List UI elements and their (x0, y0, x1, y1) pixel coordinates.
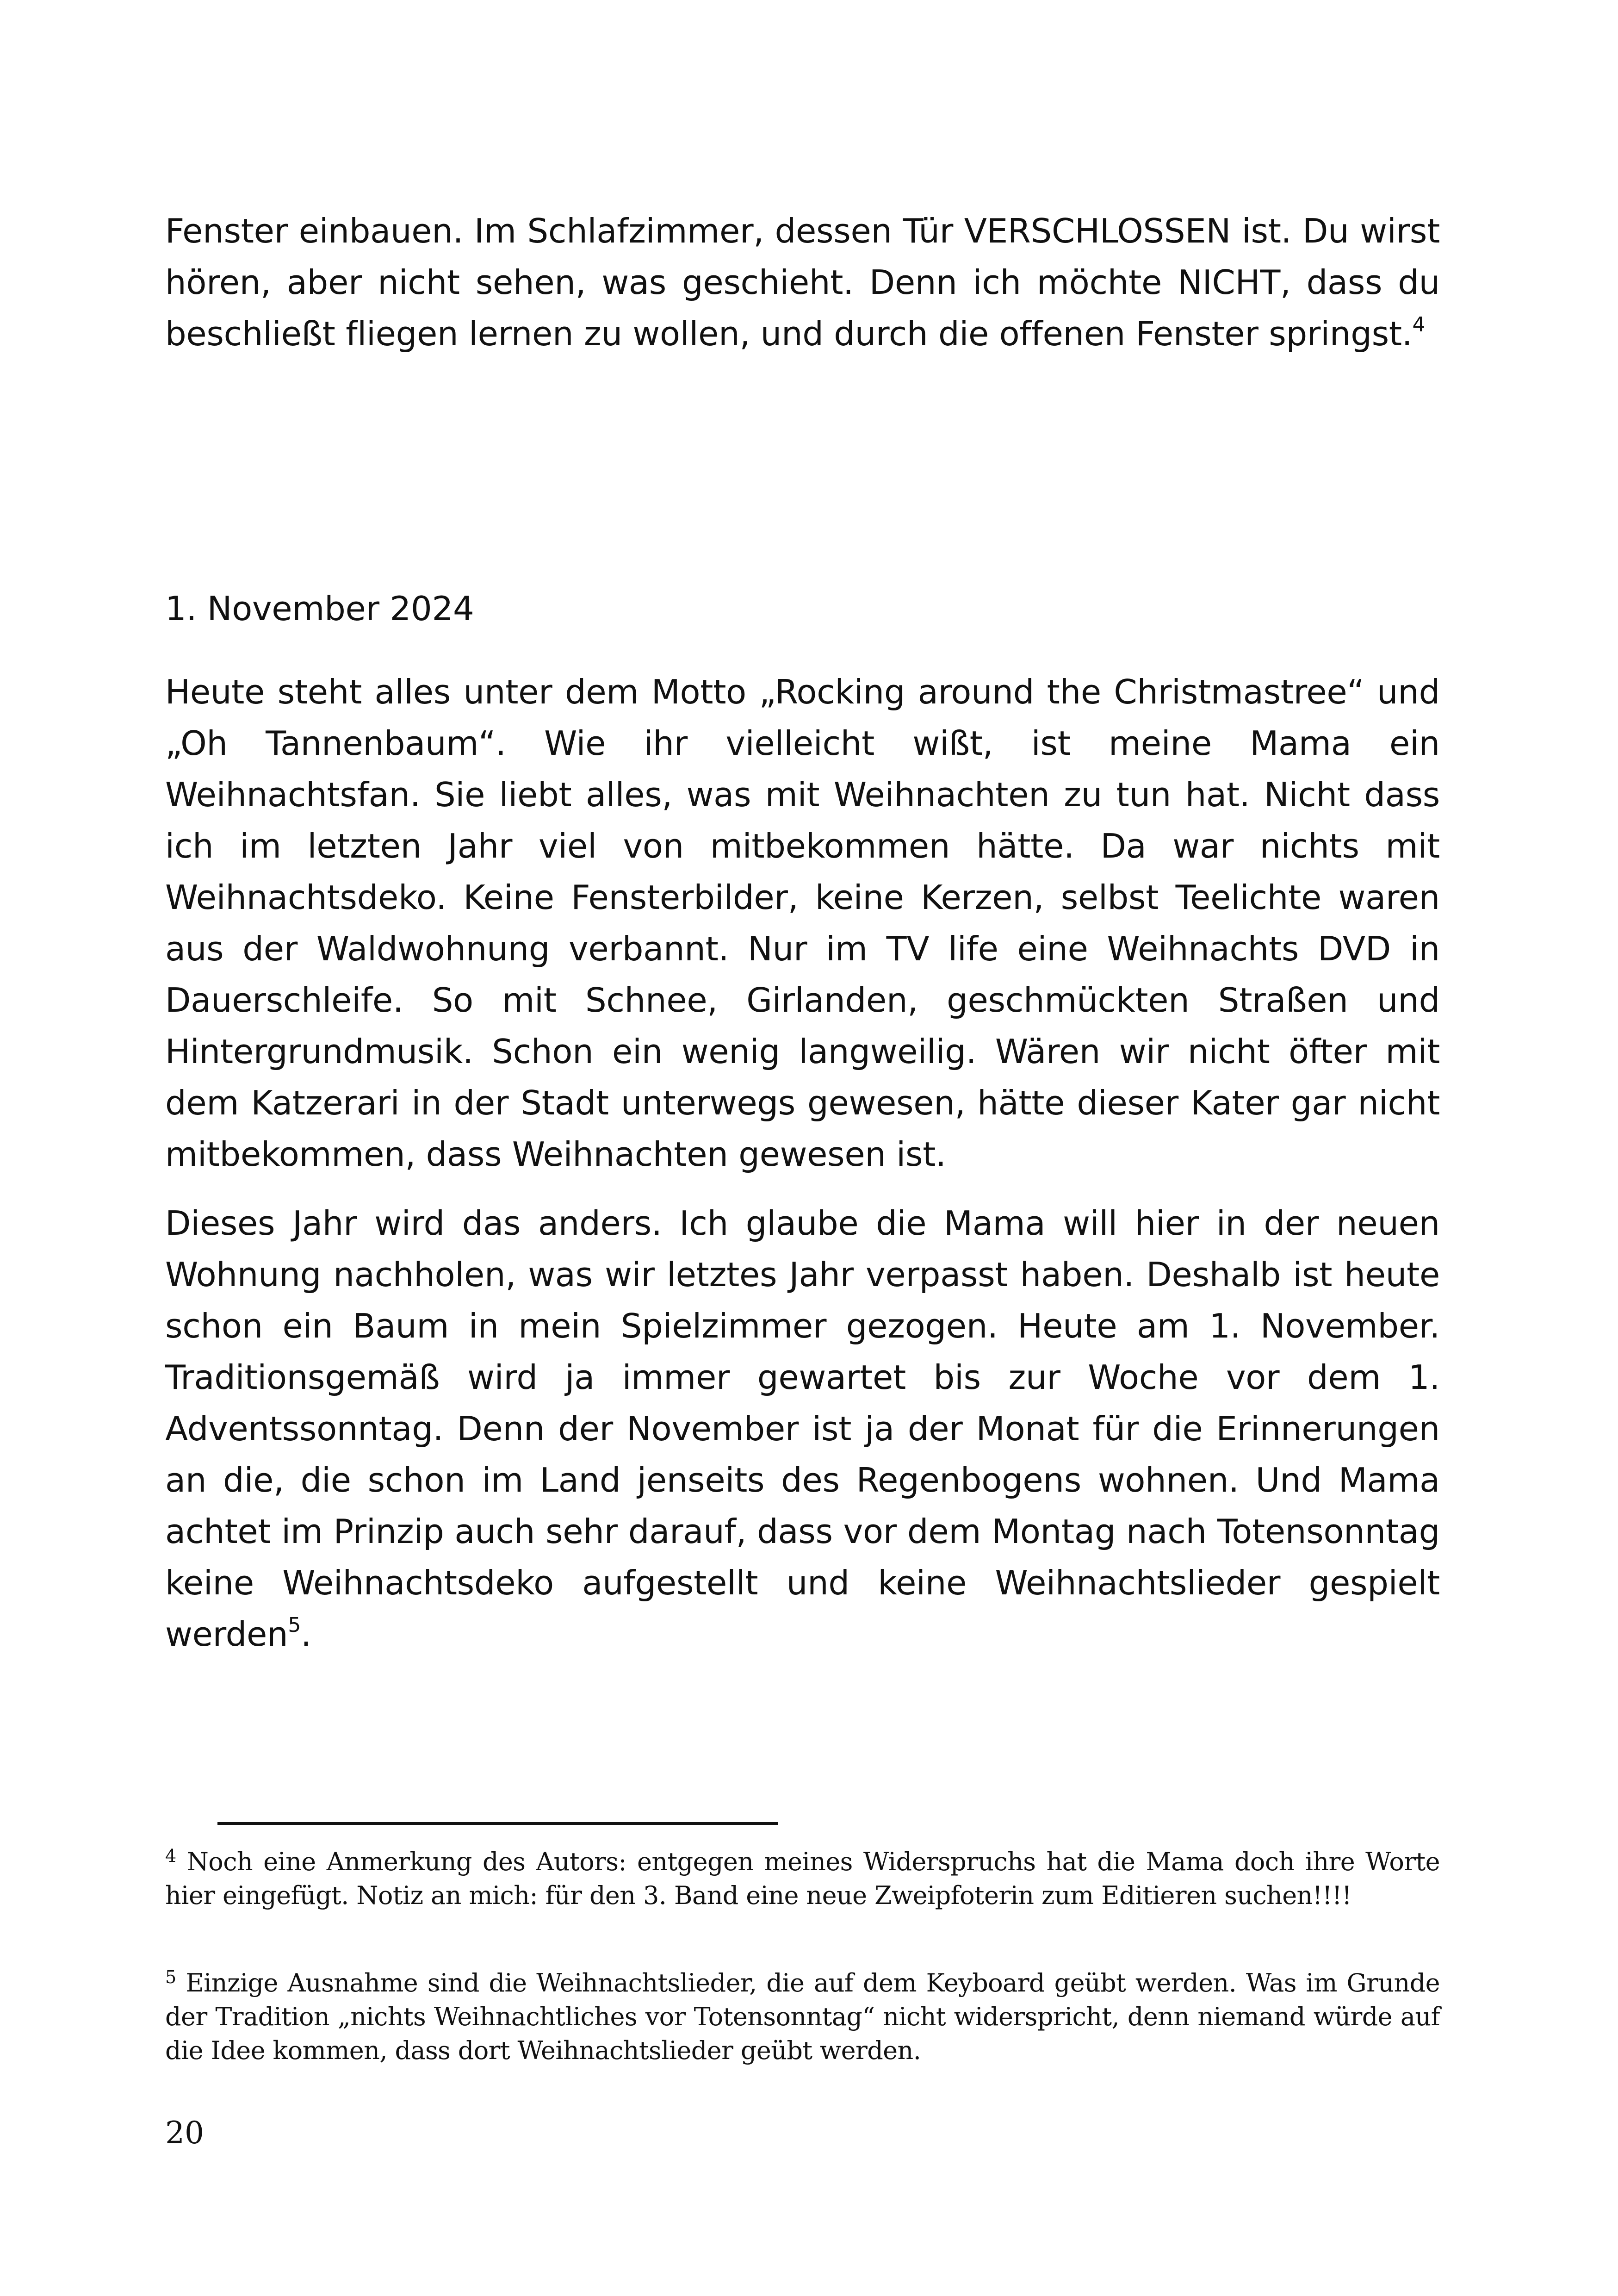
entry-date-heading: 1. November 2024 (165, 589, 474, 628)
footnote-reference-4[interactable]: 4 (1412, 313, 1426, 336)
paragraph-text: Fenster einbauen. Im Schlafzimmer, dessen Tür VERSCHLOSSEN ist. Du wirst hören, aber nicht sehen, was geschieht. Denn ich möchte NICHT, dass du beschließt fliegen lernen zu wollen, und durch die offenen Fenster springst. (165, 212, 1440, 353)
footnote-text: Einzige Ausnahme sind die Weihnachtslieder, die auf dem Keyboard geübt werden. Was im Grunde der Tradition „nichts Weihnachtliches vor Totensonntag“ nicht widerspricht, denn niemand würde auf die Idee kommen, dass dort Weihnachtslieder geübt werden. (165, 1968, 1440, 2065)
entry-paragraph-2 (165, 1198, 1440, 1660)
continued-paragraph (165, 205, 1440, 360)
entry-paragraph-1: Heute steht alles unter dem Motto „Rocking around the Christmastree“ und „Oh Tannenbaum“. Wie ihr vielleicht wißt, ist meine Mama ein Weihnachtsfan. Sie liebt alles, was mit Weihnachten zu tun hat. Nicht dass ich im letzten Jahr viel von mitbekommen hätte. Da war nichts mit Weihnachtsdeko. Keine Fensterbilder, keine Kerzen, selbst Teelichte waren aus der Waldwohnung verbannt. Nur im TV life eine Weihnachts DVD in Dauerschleife. So mit Schnee, Girlanden, geschmückten Straßen und Hintergrundmusik. Schon ein wenig langweilig. Wären wir nicht öfter mit dem Katzerari in der Stadt unterwegs gewesen, hätte dieser Kater gar nicht mitbekommen, dass Weihnachten gewesen ist. (165, 672, 1440, 1174)
footnote-5 (165, 1966, 1440, 2067)
footnote-separator (217, 1822, 778, 1825)
paragraph-trailing-punctuation: . (301, 1615, 311, 1654)
page-number: 20 (165, 2115, 204, 2151)
footnote-text: Noch eine Anmerkung des Autors: entgegen meines Widerspruchs hat die Mama doch ihre Worte hier eingefügt. Notiz an mich: für den 3. Band eine neue Zweipfoterin zum Editieren suchen!!!! (165, 1847, 1440, 1910)
footnote-4 (165, 1845, 1440, 1912)
footnote-reference-5[interactable]: 5 (288, 1613, 301, 1637)
paragraph-text: Dieses Jahr wird das anders. Ich glaube die Mama will hier in der neuen Wohnung nachholen, was wir letztes Jahr verpasst haben. Deshalb ist heute schon ein Baum in mein Spielzimmer gezogen. Heute am 1. November. Traditionsgemäß wird ja immer gewartet bis zur Woche vor dem 1. Adventssonntag. Denn der November ist ja der Monat für die Erinnerungen an die, die schon im Land jenseits des Regenbogens wohnen. Und Mama achtet im Prinzip auch sehr darauf, dass vor dem Montag nach Totensonntag keine Weihnachtsdeko aufgestellt und keine Weihnachtslieder gespielt werden (165, 1204, 1440, 1654)
footnote-number: 5 (165, 1967, 176, 1987)
footnote-number: 4 (165, 1846, 176, 1866)
